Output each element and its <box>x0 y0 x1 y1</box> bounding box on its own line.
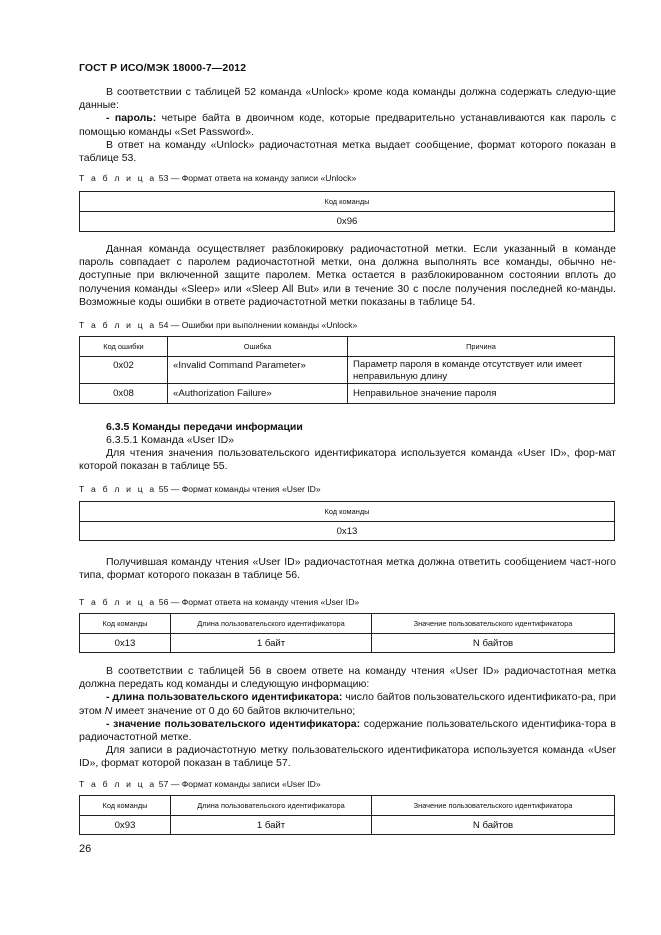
table-57 <box>79 795 615 835</box>
term-definition: число байтов пользовательского идентификато-ра, при этом <box>79 691 616 717</box>
table-row <box>80 384 615 404</box>
table-header-cell: Причина <box>348 337 615 357</box>
term-definition: имеет значение от 0 до 60 байтов включительно; <box>112 704 356 717</box>
table-54 <box>79 336 615 404</box>
caption-label: Т а б л и ц а <box>79 173 157 183</box>
paragraph: Для записи в радиочастотную метку пользовательского идентификатора используется команда «User ID», формат которой показан в таблице 57. <box>79 744 616 770</box>
paragraph-block <box>79 243 616 309</box>
intro-block <box>79 86 616 165</box>
table-cell: 1 байт <box>171 816 372 835</box>
document-header: ГОСТ Р ИСО/МЭК 18000-7—2012 <box>79 62 247 74</box>
caption-label: Т а б л и ц а <box>79 484 157 494</box>
table-header-cell: Код команды <box>80 502 615 522</box>
table-header-cell: Код команды <box>80 796 171 816</box>
table-cell: «Invalid Command Parameter» <box>168 357 348 384</box>
table-header-cell: Код команды <box>80 192 615 212</box>
variable-n: N <box>104 704 113 717</box>
table-cell: 1 байт <box>171 634 372 653</box>
paragraph: В ответ на команду «Unlock» радиочастотная метка выдает сообщение, формат которого показан в таблице 53. <box>79 138 616 165</box>
caption-title: 53 — Формат ответа на команду записи «Unlock» <box>156 173 357 183</box>
caption-title: 57 — Формат команды записи «User ID» <box>156 779 321 789</box>
subsection-heading: 6.3.5.1 Команда «User ID» <box>106 434 234 446</box>
paragraph <box>79 691 616 717</box>
table-header-cell: Значение пользовательского идентификатора <box>372 614 615 634</box>
term-definition: четыре байта в двоичном коде, которые предварительно устанавливаются как пароль с помощью команды «Set Password». <box>79 112 616 138</box>
paragraph: В соответствии с таблицей 52 команда «Unlock» кроме кода команды должна содержать следую-щие данные: <box>79 86 616 112</box>
paragraph <box>79 112 616 138</box>
table-header-cell: Код команды <box>80 614 171 634</box>
paragraph-block <box>79 447 616 473</box>
table-cell: Параметр пароля в команде отсутствует или имеет неправильную длину <box>348 357 615 384</box>
table-caption <box>79 484 321 494</box>
paragraph-block <box>79 556 616 582</box>
caption-title: 56 — Формат ответа на команду чтения «User ID» <box>156 597 360 607</box>
paragraph: Для чтения значения пользовательского идентификатора используется команда «User ID», фор-мат которой показан в таблице 55. <box>79 447 616 473</box>
caption-label: Т а б л и ц а <box>79 779 157 789</box>
table-cell: «Authorization Failure» <box>168 384 348 404</box>
table-header-cell: Значение пользовательского идентификатора <box>372 796 615 816</box>
table-header-cell: Длина пользовательского идентификатора <box>171 614 372 634</box>
table-caption <box>79 320 357 330</box>
caption-title: 55 — Формат команды чтения «User ID» <box>156 484 321 494</box>
section-heading: 6.3.5 Команды передачи информации <box>106 421 303 433</box>
table-cell: N байтов <box>372 634 615 653</box>
term-definition: содержание пользовательского идентифика-тора в радиочастотной метке. <box>79 717 616 744</box>
caption-label: Т а б л и ц а <box>79 320 157 330</box>
table-row <box>80 634 615 653</box>
term-value: - значение пользовательского идентификатора: <box>106 717 361 730</box>
table-55 <box>79 501 615 541</box>
caption-label: Т а б л и ц а <box>79 597 157 607</box>
table-cell: 0x02 <box>80 357 168 384</box>
table-cell: 0x13 <box>80 522 615 541</box>
caption-title: 54 — Ошибки при выполнении команды «Unlock» <box>156 320 358 330</box>
paragraph: Данная команда осуществляет разблокировку радиочастотной метки. Если указанный в команде пароль совпадает с паролем радиочастотной метки, она должна выполнять все команды, обычно не-доступные при включенной защите паролем. Метка остается в разблокированном состоянии вплоть до получения команды «Sleep» или «Sleep All But» или в течение 30 с после получения последней ко-манды. Возможные коды ошибки в ответе радиочастотной метки показаны в таблице 54. <box>79 243 616 308</box>
table-caption <box>79 779 321 789</box>
table-row <box>80 816 615 835</box>
table-header-cell: Ошибка <box>168 337 348 357</box>
table-header-cell: Код ошибки <box>80 337 168 357</box>
paragraph: Получившая команду чтения «User ID» радиочастотная метка должна ответить сообщением част-ного типа, формат которого показан в таблице 56. <box>79 556 616 582</box>
paragraph <box>79 718 616 744</box>
paragraph-block <box>79 665 616 771</box>
table-caption <box>79 597 359 607</box>
table-cell: 0x93 <box>80 816 171 835</box>
page-number: 26 <box>79 843 92 855</box>
table-cell: 0x13 <box>80 634 171 653</box>
table-cell: 0x08 <box>80 384 168 404</box>
table-cell: N байтов <box>372 816 615 835</box>
table-56 <box>79 613 615 653</box>
table-header-cell: Длина пользовательского идентификатора <box>171 796 372 816</box>
table-caption <box>79 173 356 183</box>
table-53 <box>79 191 615 232</box>
table-cell: Неправильное значение пароля <box>348 384 615 404</box>
term-password: - пароль: <box>106 112 157 125</box>
term-length: - длина пользовательского идентификатора: <box>106 691 343 704</box>
paragraph: В соответствии с таблицей 56 в своем ответе на команду чтения «User ID» радиочастотная метка должна передать код команды и следующую информацию: <box>79 665 616 691</box>
table-row <box>80 357 615 384</box>
table-cell: 0x96 <box>80 212 615 232</box>
